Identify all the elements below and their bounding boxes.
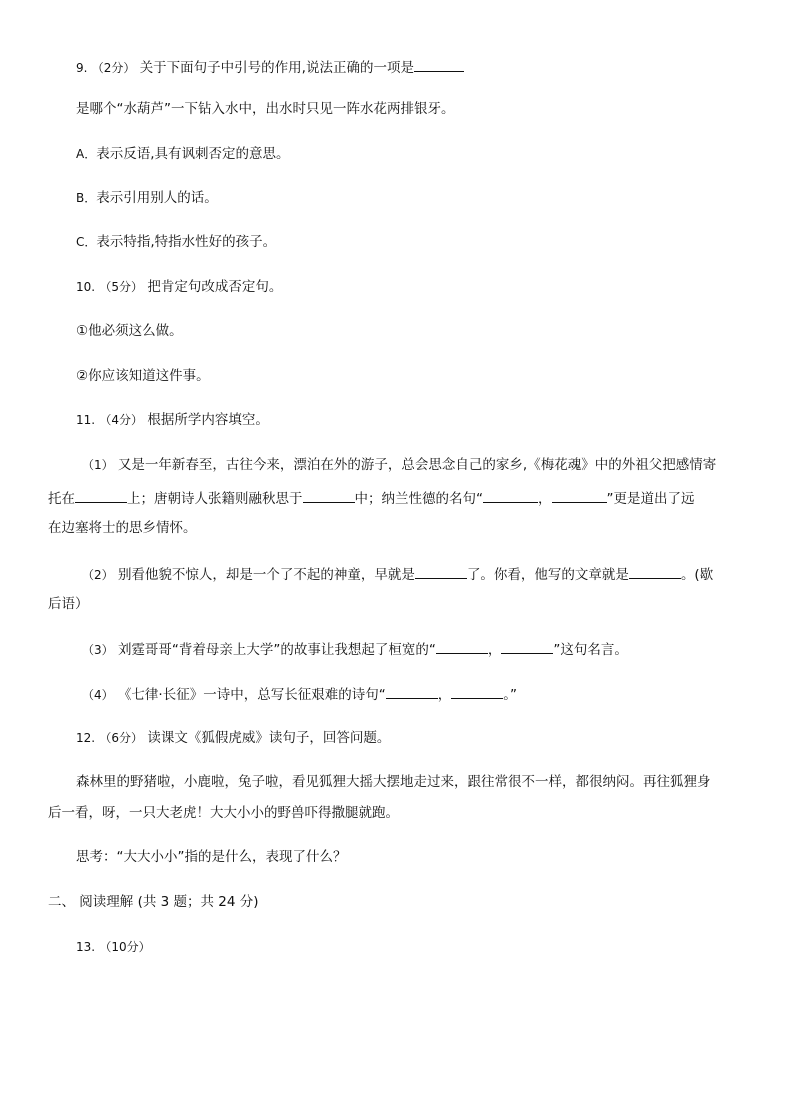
- answer-blank[interactable]: [303, 488, 355, 503]
- text-segment: 托在: [48, 491, 75, 507]
- answer-blank[interactable]: [386, 684, 438, 699]
- q11-part2-line2: 后语）: [48, 596, 89, 612]
- answer-blank[interactable]: [75, 488, 127, 503]
- question-number: 9.: [76, 61, 88, 75]
- q10-item-1: ①他必须这么做。: [76, 323, 183, 339]
- question-stem: 读课文《狐假虎威》读句子，回答问题。: [147, 730, 391, 746]
- q11-part1-line1: [82, 456, 716, 474]
- text-segment: ，: [437, 687, 452, 703]
- question-number: 11.: [76, 413, 96, 427]
- question-score: （10分）: [99, 940, 151, 954]
- q10-item-2: ②你应该知道这件事。: [76, 368, 210, 384]
- option-text: 表示引用别人的话。: [96, 190, 218, 206]
- q12-passage-line2: 后一看，呀，一只大老虎！大大小小的野兽吓得撒腿就跑。: [48, 805, 399, 821]
- text-segment: 了。你看，他写的文章就是: [466, 567, 629, 583]
- question-score: （2分）: [91, 61, 136, 75]
- answer-blank[interactable]: [414, 57, 464, 72]
- question-9-header: [76, 57, 464, 77]
- option-letter: B．: [76, 191, 97, 205]
- text-segment: 。(歇: [680, 567, 714, 583]
- answer-blank[interactable]: [501, 639, 553, 654]
- text-segment: 别看他貌不惊人，却是一个了不起的神童，早就是: [117, 567, 415, 583]
- option-c[interactable]: [76, 233, 276, 251]
- answer-blank[interactable]: [629, 564, 681, 579]
- question-13-header: [76, 938, 151, 956]
- q11-part2-line1: [82, 564, 713, 584]
- text-segment: 中；纳兰性德的名句“: [354, 491, 483, 507]
- question-score: （4分）: [99, 413, 144, 427]
- part-mark: （4）: [82, 688, 114, 702]
- part-text: 又是一年新春至，古往今来，漂泊在外的游子，总会思念自己的家乡,《梅花魂》中的外祖父把感情寄: [117, 457, 717, 473]
- question-score: （6分）: [99, 731, 144, 745]
- option-letter: C．: [76, 235, 97, 249]
- question-score: （5分）: [99, 280, 144, 294]
- section-2-heading: 二、 阅读理解 (共 3 题；共 24 分): [48, 894, 259, 910]
- q12-think: 思考：“大大小小”指的是什么，表现了什么？: [76, 849, 347, 865]
- answer-blank[interactable]: [451, 684, 503, 699]
- answer-blank[interactable]: [436, 639, 488, 654]
- q11-part4: [82, 684, 517, 704]
- question-12-header: [76, 729, 390, 747]
- text-segment: ，: [538, 491, 552, 507]
- question-10-header: [76, 278, 282, 296]
- text-segment: 《七律·长征》一诗中，总写长征艰难的诗句“: [117, 687, 386, 703]
- option-text: 表示特指,特指水性好的孩子。: [96, 234, 277, 250]
- question-number: 13.: [76, 940, 96, 954]
- option-text: 表示反语,具有讽刺否定的意思。: [96, 146, 290, 162]
- text-segment: 刘霆哥哥“背着母亲上大学”的故事让我想起了桓宽的“: [117, 642, 436, 658]
- question-number: 10.: [76, 280, 96, 294]
- option-b[interactable]: [76, 189, 218, 207]
- quoted-sentence: 是哪个“水葫芦”一下钻入水中，出水时只见一阵水花两排银牙。: [76, 101, 455, 117]
- q12-passage-line1: 森林里的野猪啦，小鹿啦，兔子啦，看见狐狸大摇大摆地走过来，跟往常很不一样，都很纳闷。再往狐狸身: [76, 774, 711, 790]
- question-stem: 关于下面句子中引号的作用,说法正确的一项是: [139, 60, 414, 76]
- option-a[interactable]: [76, 145, 290, 163]
- answer-blank[interactable]: [552, 488, 607, 503]
- question-stem: 把肯定句改成否定句。: [147, 279, 283, 295]
- q11-part3: [82, 639, 628, 659]
- text-segment: ，: [487, 642, 502, 658]
- text-segment: 。”: [503, 687, 517, 703]
- part-mark: （3）: [82, 643, 114, 657]
- text-segment: ”更是道出了远: [606, 491, 695, 507]
- question-11-header: [76, 411, 269, 429]
- option-letter: A．: [76, 147, 97, 161]
- text-segment: 上；唐朝诗人张籍则融秋思于: [127, 491, 303, 507]
- question-stem: 根据所学内容填空。: [147, 412, 269, 428]
- text-segment: ”这句名言。: [553, 642, 628, 658]
- part-mark: （1）: [82, 458, 114, 472]
- question-number: 12.: [76, 731, 96, 745]
- part-mark: （2）: [82, 568, 114, 582]
- q11-part1-line2: [48, 488, 695, 508]
- answer-blank[interactable]: [483, 488, 538, 503]
- q11-part1-line3: 在边塞将士的思乡情怀。: [48, 520, 197, 536]
- answer-blank[interactable]: [415, 564, 467, 579]
